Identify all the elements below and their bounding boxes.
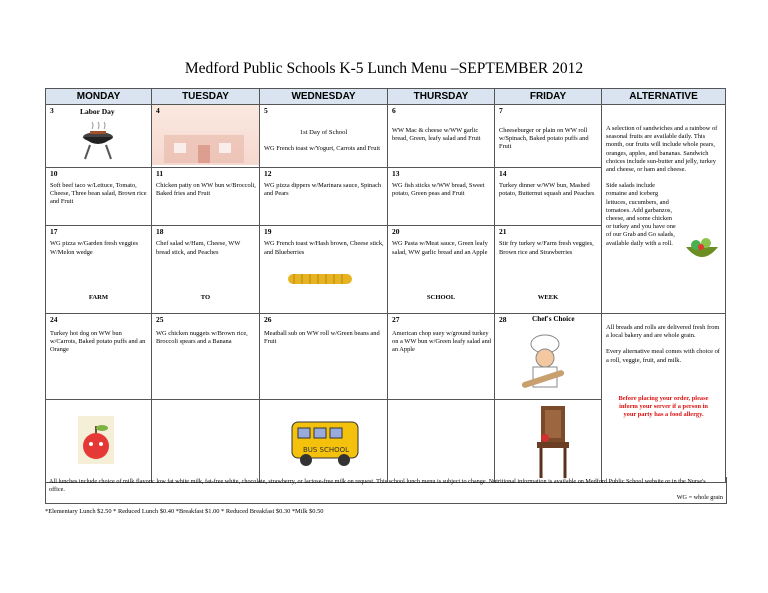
header-row (46, 89, 726, 105)
menu-text: Cheeseburger or plain on WW roll w/Spinach, Baked potato puffs and Fruit (499, 127, 589, 151)
menu-text: Meatball sub on WW roll w/Green beans and Fruit (264, 330, 380, 346)
alternative-cell-2 (602, 314, 726, 483)
day-cell-27 (388, 314, 495, 400)
footer-text: All lunches include choice of milk flavors: low fat white milk, fat-free white, chocolate, strawberry, or lactose-free milk on request. This school lunch menu is subject to change. Nutritional information is available on Medford Public School website or in the Nurse's office. (49, 478, 706, 493)
bus-text: BUS SCHOOL (302, 445, 350, 454)
day-number: 28 (499, 315, 507, 324)
day-number: 10 (50, 168, 58, 178)
day-cell-7 (495, 105, 602, 168)
chef-icon (517, 332, 573, 392)
price-list: *Elementary Lunch $2.50 * Reduced Lunch $0.40 *Breakfast $1.00 * Reduced Breakfast $0.30 *Milk $0.50 (45, 508, 324, 515)
apple-icon (76, 412, 116, 466)
day-cell-10 (46, 167, 152, 226)
menu-text: Chef salad w/Ham, Cheese, WW bread stick, and Peaches (156, 240, 241, 256)
day-cell-6 (388, 105, 495, 168)
bus-cell (260, 399, 388, 483)
menu-text: WG Pasta w/Meat sauce, Green leafy salad, WW garlic bread and an Apple (392, 240, 488, 256)
day-number: 19 (264, 227, 272, 237)
menu-text: WG fish sticks w/WW bread, Sweet potato, Green peas and Fruit (392, 181, 485, 197)
week-row-1 (46, 105, 726, 168)
day-number: 12 (264, 168, 272, 178)
day-cell-21 (495, 226, 602, 314)
day-number: 7 (499, 106, 503, 115)
first-day-label: 1st Day of School (299, 129, 348, 136)
day-cell-14 (495, 167, 602, 226)
allergy-notice: Before placing your order, please inform your server if a person in your party has a food allergy. (618, 394, 709, 418)
menu-text: WG French toast w/Yogurt, Carrots and Fruit (264, 145, 380, 152)
farm-label: FARM (88, 294, 109, 302)
day-cell-17 (46, 226, 152, 314)
school-desk-icon (535, 404, 571, 480)
day-cell-19 (260, 226, 388, 314)
menu-text: WG pizza w/Garden fresh veggies W/Melon wedge (50, 240, 139, 256)
schoolhouse-icon (164, 125, 244, 163)
day-cell-12 (260, 167, 388, 226)
grill-icon (80, 121, 116, 161)
menu-text: Chicken patty on WW bun w/Broccoli, Baked fries and Fruit (156, 181, 256, 197)
apple-cell (46, 399, 152, 483)
day-cell-24 (46, 314, 152, 400)
footer-note (45, 477, 727, 504)
menu-text: Turkey hot dog on WW bun w/Carrots, Baked potato puffs and an Orange (50, 330, 146, 354)
page-title: Medford Public Schools K-5 Lunch Menu –SEPTEMBER 2012 (184, 60, 584, 77)
day-number: 25 (156, 315, 164, 324)
week-row-4 (46, 314, 726, 400)
day-cell-25 (152, 314, 260, 400)
day-cell-28 (495, 314, 602, 400)
day-cell-4 (152, 105, 260, 168)
chefs-choice-label: Chef's Choice (532, 315, 575, 323)
school-bus-icon (288, 412, 364, 472)
day-number: 27 (392, 315, 400, 324)
day-number: 24 (50, 315, 58, 324)
day-number: 18 (156, 227, 164, 237)
alternative-breads: All breads and rolls are delivered fresh from a local bakery and are whole grain. (606, 324, 720, 340)
menu-text: WG pizza dippers w/Marinara sauce, Spinach and Pears (264, 181, 382, 197)
day-number: 11 (156, 168, 164, 178)
menu-text: WG French toast w/Hash brown, Cheese stick, and Blueberries (264, 240, 384, 256)
header-wednesday: WEDNESDAY (260, 89, 388, 105)
day-number: 21 (499, 227, 507, 237)
day-cell-20 (388, 226, 495, 314)
desk-cell (495, 399, 602, 483)
lunch-menu-table (45, 88, 726, 483)
day-cell-3 (46, 105, 152, 168)
header-monday: MONDAY (46, 89, 152, 105)
empty-cell (388, 399, 495, 483)
menu-text: Turkey dinner w/WW bun, Mashed potato, Butternut squash and Peaches (499, 181, 595, 197)
day-number: 17 (50, 227, 58, 237)
day-number: 14 (499, 168, 507, 178)
salad-icon (684, 233, 720, 267)
header-tuesday: TUESDAY (152, 89, 260, 105)
alternative-sandwiches: A selection of sandwiches and a rainbow of seasonal fruits are available daily. This month, our fruits will include whole pears, oranges, apples, and bananas. Sandwich choices include sun-butter and jelly, turkey and cheese, or ham and cheese. (606, 125, 718, 174)
menu-text: WG chicken nuggets w/Brown rice, Broccoli spears and a Banana (156, 330, 248, 346)
day-cell-26 (260, 314, 388, 400)
empty-cell (152, 399, 260, 483)
day-number: 20 (392, 227, 400, 237)
day-number: 4 (156, 106, 160, 115)
menu-text: Stir fry turkey w/Farm fresh veggies, Brown rice and Strawberries (499, 240, 594, 256)
to-label: TO (200, 294, 211, 302)
day-number: 6 (392, 106, 396, 115)
alternative-meal: Every alternative meal comes with choice of a roll, veggie, fruit, and milk. (606, 348, 720, 364)
alternative-cell-1 (602, 105, 726, 314)
alternative-salads: Side salads include romaine and iceberg lettuces, cucumbers, and tomatoes. Add garbanzos, cheese, and some chicken or turkey and you have one of our Grab and Go salads, available daily with a roll. (606, 182, 676, 247)
header-thursday: THURSDAY (388, 89, 495, 105)
header-friday: FRIDAY (495, 89, 602, 105)
day-cell-18 (152, 226, 260, 314)
school-label: SCHOOL (426, 294, 456, 302)
menu-text: American chop suey w/ground turkey on a WW bun w/Green leafy salad and an Apple (392, 330, 491, 354)
corn-icon (288, 272, 352, 286)
day-number: 3 (50, 106, 54, 115)
day-number: 13 (392, 168, 400, 178)
menu-text: Soft beef taco w/Lettuce, Tomato, Cheese, Three bean salad, Brown rice and Fruit (50, 181, 147, 206)
day-number: 26 (264, 315, 272, 324)
day-cell-5 (260, 105, 388, 168)
day-number: 5 (264, 106, 268, 115)
menu-text: WW Mac & cheese w/WW garlic bread, Green, leafy salad and Fruit (392, 127, 481, 143)
day-cell-11 (152, 167, 260, 226)
header-alternative: ALTERNATIVE (602, 89, 726, 105)
day-cell-13 (388, 167, 495, 226)
footer-wg-legend: WG = whole grain (676, 494, 723, 501)
week-label: WEEK (537, 294, 559, 302)
labor-day-label: Labor Day (80, 107, 115, 116)
